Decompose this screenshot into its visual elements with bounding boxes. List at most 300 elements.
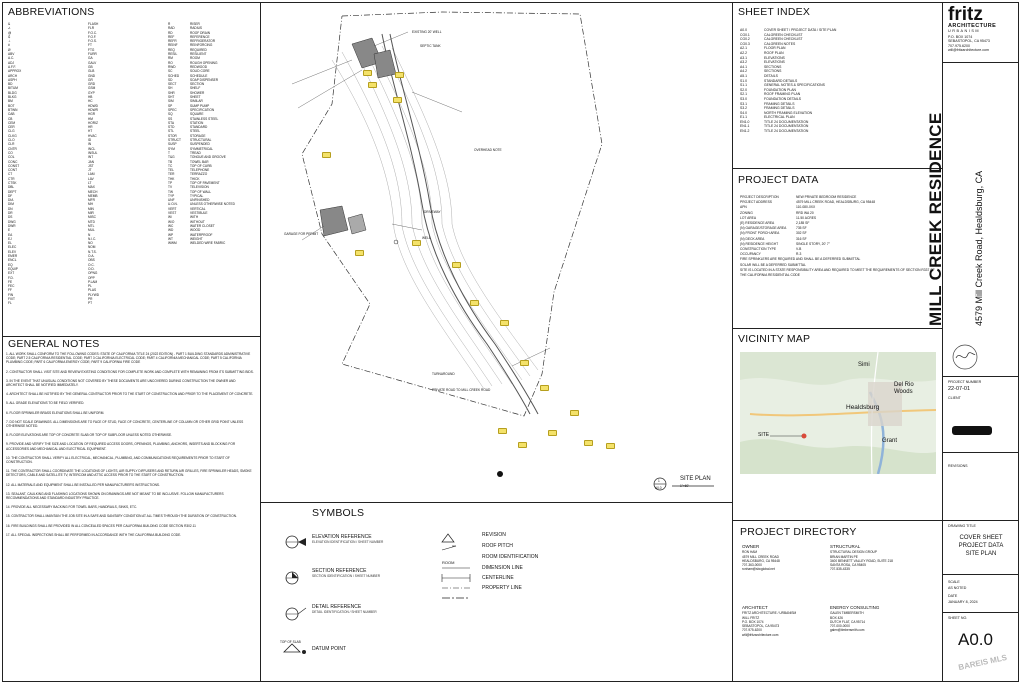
abbreviation-entry: SUMP PUMP (190, 103, 210, 108)
sheet-title-cell: ELEVATIONS (764, 55, 785, 60)
abbreviation-entry: CONST (8, 163, 20, 168)
abbreviation-entry: CB (8, 116, 13, 121)
general-note: 12. ALL MATERIALS AND EQUIPMENT SHALL BE INSTALLED PER MANUFACTURER'S INSTRUCTIONS. (6, 482, 160, 487)
project-data-label: PROJECT DESCRIPTION (740, 195, 779, 199)
sheet-number-cell: CG0.2 (740, 37, 750, 42)
sheet-number-cell: S2.0 (740, 87, 747, 92)
abbreviation-entry: EQUIP (8, 266, 18, 271)
sheet-title-cell: CALGREEN NOTES (764, 41, 796, 46)
datum-tag: TOP OF SLAB (280, 640, 301, 644)
abbreviation-entry: LAV (88, 176, 94, 181)
sheet-title-cell: FRAMING DETAILS (764, 106, 795, 111)
site-plan-drawing (262, 4, 730, 500)
abbreviation-entry: HM (88, 116, 93, 121)
general-note: 8. FLOOR ELEVATIONS ARE TOP OF CONCRETE SLAB OR TOP OF SUBFLOOR UNLESS NOTED OTHERWISE. (6, 433, 172, 438)
sheet-title-cell: COVER SHEET / PROJECT DATA / SITE PLAN (764, 28, 837, 32)
revisions-label: REVISIONS (948, 464, 968, 468)
abbreviation-entry: FT (88, 43, 92, 48)
sheet-title-cell: DETAILS (764, 73, 778, 78)
abbreviation-entry: MIR (88, 211, 94, 216)
topo-contours (332, 44, 538, 389)
firm-logo (948, 6, 1018, 53)
garage-footprint (320, 206, 348, 236)
abbreviation-entry: WEIGHT (190, 236, 203, 241)
abbreviation-entry: # (8, 43, 10, 48)
abbreviation-entry: OPNG (88, 271, 98, 276)
abbreviation-entry: CLR (8, 142, 15, 147)
abbreviation-entry: DR (8, 211, 13, 216)
symbols-title: SYMBOLS (312, 507, 365, 519)
abbreviation-entry: SECT (168, 82, 177, 87)
abbreviation-entry: CNTR (8, 146, 17, 151)
project-data-list (740, 195, 936, 278)
divider-map-directory (732, 520, 942, 521)
abbreviation-entry: CLG (8, 129, 15, 134)
vicinity-map (740, 352, 936, 474)
abbreviation-entry: R (168, 22, 171, 26)
abbreviation-entry: & (8, 22, 11, 26)
directory-line: RON HAM (742, 550, 758, 555)
abbreviation-entry: SCHED (168, 73, 180, 78)
abbreviation-entry: EQ (8, 262, 13, 267)
abbreviations-col-2 (88, 22, 99, 306)
abbreviation-entry: EL (8, 241, 12, 246)
symbol-icons-right (440, 532, 480, 604)
abbreviation-entry: APPROX (8, 69, 22, 74)
project-data-label: (N) FRONT PORCH AREA (740, 231, 780, 236)
abbreviation-entry: CLKG (8, 133, 17, 138)
abbreviation-entry: ELEC (8, 245, 17, 250)
directory-line: ronham@sbcglobal.net (742, 567, 775, 572)
callout-driveway: DRIVEWAY (424, 210, 441, 214)
site-plan-detail-sheet: A0.0 (655, 486, 662, 490)
abbreviation-entry: FTG (88, 47, 95, 52)
general-note: 7. DO NOT SCALE DRAWINGS. ALL DIMENSIONS ARE TO FACE OF STUD, FACE OF CONCRETE, CENTERLINE OF COLUMN OR OTHER GRID POINT UNLESS OTHERWISE NOTED. (6, 419, 244, 429)
sheet-title-cell: ELEVATIONS (764, 60, 785, 65)
project-data-label: FIRE SPRINKLERS ARE REQUIRED AND SHALL BE A DEFERRED SUBMITTAL (740, 257, 861, 262)
abbreviation-entry: WC (168, 223, 174, 228)
existing-residence-wing (374, 50, 396, 78)
sheet-number-cell: CG0.1 (740, 32, 750, 37)
abbreviation-entry: REFERENCE (190, 34, 210, 39)
project-data-value: R-3 (796, 252, 802, 257)
abbreviation-entry: WATER CLOSET (190, 223, 215, 228)
abbreviation-entry: F.O.C. (88, 30, 98, 35)
sheet-no-label: SHEET NO. (948, 616, 968, 620)
abbreviation-entry: STL (168, 129, 174, 134)
note-marker (520, 360, 529, 366)
abbreviation-entry: CAB (8, 112, 15, 117)
abbreviation-entry: TOP OF CURB (190, 163, 212, 168)
project-number-label: PROJECT NUMBER (948, 380, 982, 384)
sheet-title-cell: TITLE 24 DOCUMENTATION (764, 124, 809, 129)
map-label-simi: Simi (858, 362, 870, 368)
directory-line: DUTCH FLAT, CA 95714 (830, 619, 866, 624)
abbreviation-entry: BOT (8, 103, 15, 108)
abbreviation-entry: ROOF DRAIN (190, 30, 211, 35)
abbreviation-entry: HR (88, 125, 93, 130)
sheet-index-list (740, 28, 836, 134)
abbreviation-entry: GALV (88, 60, 97, 65)
sheet-number: A0.0 (958, 630, 993, 649)
abbreviation-entry: TELEPHONE (190, 168, 210, 173)
abbreviation-entry: BD (8, 82, 13, 87)
general-note: 6. FLOOR SPRINKLER BRASS ELEVATIONS SHALL BE UNIFORM. (6, 410, 105, 415)
abbreviation-entry: STD (168, 125, 175, 130)
sheet-number-cell: A4.1 (740, 64, 747, 69)
abbreviation-entry: MAX (88, 185, 95, 190)
note-marker (395, 72, 404, 78)
abbreviation-entry: ₵ (8, 34, 11, 39)
abbreviation-entry: GA (88, 56, 93, 61)
abbreviation-entry: MISC (88, 215, 96, 220)
abbreviation-entry: TW (168, 189, 173, 194)
abbreviation-entry: DEPT (8, 189, 17, 194)
symbol-list-right: REVISION ROOF PITCH ROOM IDENTIFICATION DIMENSION LINE CENTERLINE PROPERTY LINE (482, 532, 539, 591)
abbreviation-entry: PT (88, 301, 93, 306)
sheet-number-cell: A2.1 (740, 46, 747, 51)
project-data-label: (N) DECK AREA (740, 236, 765, 241)
abbreviation-entry: STATION (190, 120, 204, 125)
directory-line: HEALDSBURG, CA 95448 (742, 558, 780, 563)
sheet-number-cell: S1.1 (740, 83, 747, 88)
abbreviation-entry: P.LAM (88, 279, 98, 284)
abbreviation-entry: TYP (168, 193, 175, 198)
abbreviation-entry: ASPH (8, 77, 17, 82)
sheet-number-cell: S3.1 (740, 101, 747, 106)
callout-well: EXISTING 20' WELL (412, 30, 442, 34)
abbreviation-entry: RESILIENT (190, 52, 207, 57)
abbreviation-entry: DBL (8, 185, 15, 190)
abbreviation-entry: REINF (168, 43, 178, 48)
abbreviation-entry: SYMMETRICAL (190, 146, 214, 151)
abbreviation-entry: T&G (168, 155, 175, 160)
abbreviation-entry: TERRAZZO (190, 172, 208, 177)
abbreviation-entry: TC (168, 163, 173, 168)
abbreviation-entry: SH (168, 86, 173, 91)
project-data-label: LOT AREA (740, 215, 757, 220)
abbreviation-entry: WELDED WIRE FABRIC (190, 241, 226, 246)
tb-divider-6 (942, 612, 1019, 613)
directory-line: P.O. BOX 1074 (742, 619, 764, 624)
general-note: 1. ALL WORK SHALL CONFORM TO THE FOLLOWING CODES: STATE OF CALIFORNIA TITLE 24 (2022 EDITION) - PART 1 BUILDING STANDARDS ADMINISTRATIVE CODE; PART 2.5 CALIFORNIA RESIDENTIAL CODE; PART 3 CALIFORNIA ELECTRICAL CODE; PART 4 CALIFORNIA MECHANICAL CODE; PART 5 CALIFORNIA PLUMBING CODE; PART 6 CALIFORNIA ENERGY CODE; PART 9 CALIFORNIA FIRE CODE (6, 352, 251, 365)
abbreviation-entry: COL (8, 155, 15, 160)
sheet-title-cell: STANDARD DETAILS (764, 78, 798, 83)
abbreviation-entry: SHELF (190, 86, 201, 91)
directory-line: will@fritzarchitecture.com (742, 632, 779, 637)
abbreviation-entry: INSUL (88, 150, 98, 155)
abbreviation-entry: TEL (168, 168, 174, 173)
abbreviation-entry: SIM (168, 99, 174, 104)
abbreviation-entry: SECTION (190, 82, 205, 87)
abbreviation-entry: @ (8, 30, 12, 35)
firm-sub2: URBANISM (948, 29, 981, 33)
general-note: 9. PROVIDE AND VERIFY THE SIZE AND LOCATION OF REQUIRED ACCESS DOORS, OPENINGS, PLUMBING, ANCHORS, INSERTS AND BLOCKING FOR ACCESSORIES AND MECHANICAL AND ELECTRICAL EQUIPMENT. (6, 442, 236, 451)
abbreviation-entry: TOP OF WALL (190, 189, 212, 194)
abbreviation-entry: TONGUE AND GROOVE (190, 155, 226, 160)
directory-architect (742, 606, 796, 637)
note-marker (584, 440, 593, 446)
note-marker (452, 262, 461, 268)
sheet-number-cell: S2.1 (740, 92, 747, 97)
abbreviation-entry: O.D. (88, 266, 95, 271)
abbreviation-entry: REDWOOD (190, 64, 207, 69)
symbol-elevation-ref: ELEVATION REFERENCE ELEVATION IDENTIFICATION / SHEET NUMBER (312, 534, 384, 544)
sheet-index-title: SHEET INDEX (738, 6, 811, 18)
abbreviation-entry: PL (88, 284, 92, 289)
abbreviation-entry: SHEET (190, 95, 201, 100)
abbreviation-entry: REQUIRED (190, 47, 207, 52)
vicinity-map-title: VICINITY MAP (738, 333, 811, 345)
abbreviation-entry: DIA (8, 198, 14, 203)
project-data-value: 735 SF (796, 226, 807, 231)
abbreviation-entry: JST (88, 163, 94, 168)
abbreviation-entry: SUSP (168, 142, 177, 147)
symbol-datum-point: DATUM POINT (312, 646, 347, 652)
project-data-value: 302 SF (796, 231, 807, 236)
project-data-value: 4579 MILL CREEK ROAD, HEALDSBURG, CA 95448 (796, 200, 876, 205)
project-data-value: RRD WA 20 (796, 210, 814, 215)
abbreviation-entry: GYP (88, 90, 95, 95)
garage-deck (348, 214, 366, 234)
note-marker (540, 385, 549, 391)
abbreviation-entry: WP (168, 232, 174, 237)
abbreviation-entry: DIM (8, 202, 14, 207)
abbreviation-entry: CO (8, 150, 13, 155)
general-note: 16. FIRE BUILDINGS SHALL BE PROVIDED IN ALL CONCEALED SPACES PER CALIFORNIA BUILDING CODE SECTION R302.11 (6, 523, 196, 528)
abbreviation-entry: CONT (8, 168, 18, 173)
text-line: will@fritzarchitecture.com (948, 48, 989, 53)
sheet-number-cell: A5.1 (740, 73, 747, 78)
abbreviation-entry: SUSPENDED (190, 142, 210, 147)
firm-address (948, 35, 1018, 53)
note-marker (548, 430, 557, 436)
abbreviation-entry: CTR (8, 176, 15, 181)
drawing-title-label: DRAWING TITLE (948, 524, 976, 528)
abbreviation-entry: F.O.S. (88, 39, 97, 44)
sheet-title-cell: GENERAL NOTES & SPECIFICATIONS (764, 83, 825, 88)
note-marker (570, 410, 579, 416)
sheet-number-cell: E1.1 (740, 115, 747, 120)
abbreviation-entry: SPECIFICATION (190, 107, 215, 112)
abbreviation-entry: STRUCT (168, 138, 181, 143)
general-note: 4. ARCHITECT SHALL BE NOTIFIED BY THE GENERAL CONTRACTOR PRIOR TO THE START OF CONSTRUCTION AND PRIOR TO THE PLACEMENT OF CONCRETE. (6, 392, 254, 397)
directory-line: STRUCTURAL DESIGN GROUP (830, 550, 877, 555)
project-name: MILL CREEK RESIDENCE (926, 112, 945, 326)
text-line: COVER SHEET (959, 535, 1003, 541)
abbreviation-entry: INCL (88, 146, 96, 151)
abbreviation-entry: EA (8, 232, 13, 237)
abbreviation-entry: WITHOUT (190, 219, 205, 224)
sheet-title-cell: ELECTRICAL PLAN (764, 115, 795, 120)
abbreviation-entry: CEM (8, 120, 16, 125)
sheet-title-cell: TITLE 24 DOCUMENTATION (764, 129, 809, 134)
vicinity-map-graphic (740, 352, 936, 474)
divider-site-symbols (260, 502, 732, 503)
abbreviation-entry: VERT (168, 206, 177, 211)
abbreviation-entry: IN (88, 142, 92, 147)
abbreviation-entry: RD (168, 30, 173, 35)
abbreviation-entry: MFR (88, 198, 95, 203)
abbreviation-entry: REFR (168, 39, 177, 44)
sheet-number-cell: A3.2 (740, 60, 747, 65)
divider-titleblock (942, 2, 943, 682)
abbreviations-col-1 (8, 22, 21, 306)
abbreviation-entry: SP (168, 103, 173, 108)
abbreviation-entry: HC (88, 99, 93, 104)
project-data-value: NEW PRIVATE BEDROOM RESIDENCE (796, 195, 857, 199)
abbreviation-entry: REQ (168, 47, 175, 52)
general-note: 11. THE CONTRACTOR SHALL COORDINATE THE LOCATIONS OF LIGHTS, AIR SUPPLY DIFFUSERS AND RETURN AIR GRILLES, FIRE SPRINKLER HEADS, SMOKE DETECTORS, CABLE AND SATELLITE TV, INTERCOM AND ATTIC ACCESS PRIOR TO THE START OF CONSTRUCTION. (6, 469, 252, 478)
abbreviation-entry: MH (88, 202, 93, 207)
abbreviation-entry: CLO (8, 138, 15, 143)
abbreviation-entry: ENCL (8, 258, 17, 263)
directory-line: 707-535-4335 (830, 567, 850, 572)
abbreviation-entry: SQUARE (190, 112, 204, 117)
abbreviation-entry: STRUCTURAL (190, 138, 212, 143)
sheet-number-cell: EN1.2 (740, 129, 750, 134)
callout-garage: GARAGE FOR PERMIT (284, 232, 319, 236)
project-data-row (740, 268, 936, 278)
note-marker (518, 442, 527, 448)
abbreviation-entry: HVAC (88, 133, 97, 138)
abbreviation-entry: TYPICAL (190, 193, 204, 198)
general-note: 15. CONTRACTOR SHALL MAINTAIN THE JOB SITE IN A SAFE AND SANITARY CONDITION AT ALL TIMES THROUGH THE DURATION OF CONSTRUCTION. (6, 514, 237, 519)
abbreviation-entry: MEMB (88, 193, 98, 198)
abbreviation-entry: TOWEL BAR (190, 159, 209, 164)
abbreviation-entry: TB (168, 159, 173, 164)
callout-overhead: OVERHEAD NOTE (474, 148, 502, 152)
abbreviation-entry: SHOWER (190, 90, 205, 95)
directory-line: SANTA ROSA, CA 95405 (830, 563, 866, 568)
abbreviation-entry: ARCH (8, 73, 18, 78)
room-tag: ROOM (442, 560, 455, 565)
note-marker (393, 97, 402, 103)
directory-line: 4579 MILL CREEK ROAD (742, 554, 779, 559)
site-plan-scale: 1"=60' (680, 484, 689, 488)
project-data-value: 316 SF (796, 236, 807, 241)
abbreviation-entry: F.O.F. (88, 34, 97, 39)
divider-abbr-notes (2, 336, 260, 337)
callout-private-road: PRIVATE ROAD TO MILL CREEK ROAD (432, 388, 491, 392)
abbreviation-entry: MTL (88, 223, 95, 228)
date-value: JANUARY 8, 2024 (948, 600, 978, 604)
abbreviation-entry: UNF (168, 198, 175, 203)
callout-turnaround: TURNAROUND (432, 372, 455, 376)
project-data-label: (N) RESIDENCE HEIGHT (740, 241, 779, 246)
abbreviation-entry: INT (88, 155, 94, 160)
directory-structural (830, 545, 893, 572)
abbreviations-col-4 (190, 22, 235, 245)
abbreviation-entry: GLB (88, 69, 95, 74)
general-note: 2. CONTRACTOR SHALL VISIT SITE AND REVIEW EXISTING CONDITIONS FOR COMPLETE WORK AND COMPLETE WITH REMAINING FROM ITS SUBMITTING BIDS. (6, 369, 254, 374)
divider-index-data (732, 168, 942, 169)
project-data-value: 2,185 SF (796, 221, 810, 226)
divider-right (732, 2, 733, 682)
map-label-healdsburg: Healdsburg (846, 404, 880, 411)
property-line (302, 12, 602, 416)
note-marker (322, 152, 331, 158)
abbreviation-entry: FF (8, 288, 12, 293)
abbreviation-entry: SHR (168, 90, 175, 95)
abbreviation-entry: STORAGE (190, 133, 206, 138)
drawing-title (948, 534, 1014, 558)
directory-energy (830, 606, 879, 633)
project-data-value: V-B (796, 247, 802, 252)
text-line: SEBASTOPOL, CA 95473 (948, 39, 990, 44)
abbreviation-entry: UNLESS OTHERWISE NOTED (190, 202, 235, 207)
tb-divider-1 (942, 62, 1019, 63)
scale-value: AS NOTED (948, 586, 967, 590)
project-data-label: CONSTRUCTION TYPE (740, 247, 777, 252)
abbreviation-entry: JT (88, 168, 92, 173)
sheet-number-cell: S4.0 (740, 110, 747, 115)
abbreviation-entry: VESTIBULE (190, 211, 208, 216)
directory-owner (742, 545, 780, 572)
tb-divider-4 (942, 520, 1019, 521)
abbreviation-entry: RO (168, 60, 173, 65)
abbreviation-entry: DWR (8, 223, 16, 228)
abbreviation-entry: CONC (8, 159, 18, 164)
sheet-title-cell: SECTIONS (764, 64, 782, 69)
sheet-number-cell: CG0.3 (740, 41, 750, 46)
abbreviation-entry: WOOD (190, 228, 201, 233)
sheet-title-cell: FLOOR PLAN (764, 46, 786, 51)
abbreviation-entry: T (168, 150, 170, 155)
general-note: 10. THE CONTRACTOR SHALL VERIFY ALL ELECTRICAL, MECHANICAL, PLUMBING, AND COMMUNICATIONS REQUIREMENTS PRIOR TO START OF CONSTRUCTION. (6, 455, 230, 465)
abbreviation-entry: ROUGH OPENING (190, 60, 218, 65)
abbreviation-entry: FEC (8, 284, 15, 289)
sheet-title-cell: CALGREEN CHECKLIST (764, 37, 803, 42)
abbreviation-entry: HDWD (88, 103, 98, 108)
abbreviation-entry: FLASH (88, 22, 99, 26)
abbreviation-entry: W/O (168, 219, 175, 224)
abbreviation-entry: BLDG (8, 90, 17, 95)
project-data-label: (E) RESIDENCE AREA (740, 221, 775, 226)
abbreviation-entry: BLKG (8, 95, 17, 100)
abbreviation-entry: Ø (8, 47, 11, 52)
site-pin (802, 434, 807, 439)
sheet-number-cell: A2.2 (740, 50, 747, 55)
project-data-label: PROJECT ADDRESS (740, 200, 772, 205)
abbreviation-entry: CTSK (8, 180, 17, 185)
abbreviation-entry: RESIL (168, 52, 178, 57)
symbol-detail-ref: DETAIL REFERENCE DETAIL IDENTIFICATION / SHEET NUMBER (312, 604, 377, 614)
sheet-number-cell: A4.2 (740, 69, 747, 74)
abbreviation-entry: CER (8, 125, 15, 130)
datum-dot (497, 471, 503, 477)
project-data-label: (N) GARAGE/STORAGE AREA (740, 226, 787, 231)
abbreviation-entry: REF (168, 34, 175, 39)
abbreviations-col-3 (168, 22, 181, 245)
abbreviation-entry: BTWN (8, 107, 18, 112)
abbreviation-entry: STOR (168, 133, 177, 138)
sheet-title-cell: FRAMING DETAILS (764, 101, 795, 106)
project-number: 22-07-01 (948, 386, 971, 392)
abbreviation-entry: HGR (88, 112, 96, 117)
tb-divider-5 (942, 574, 1019, 575)
note-marker (500, 320, 509, 326)
abbreviation-entry: A.C. (8, 56, 15, 61)
date-label: DATE (948, 594, 958, 598)
abbreviation-entry: F.D. (8, 275, 14, 280)
abbreviation-entry: DS (8, 215, 13, 220)
abbreviation-entry: BM (8, 99, 13, 104)
divider-data-map (732, 328, 942, 329)
tb-divider-2 (942, 376, 1019, 377)
project-data-value: SINGLE STORY, 20' 7" (796, 241, 830, 246)
abbreviation-entry: SIMILAR (190, 99, 203, 104)
